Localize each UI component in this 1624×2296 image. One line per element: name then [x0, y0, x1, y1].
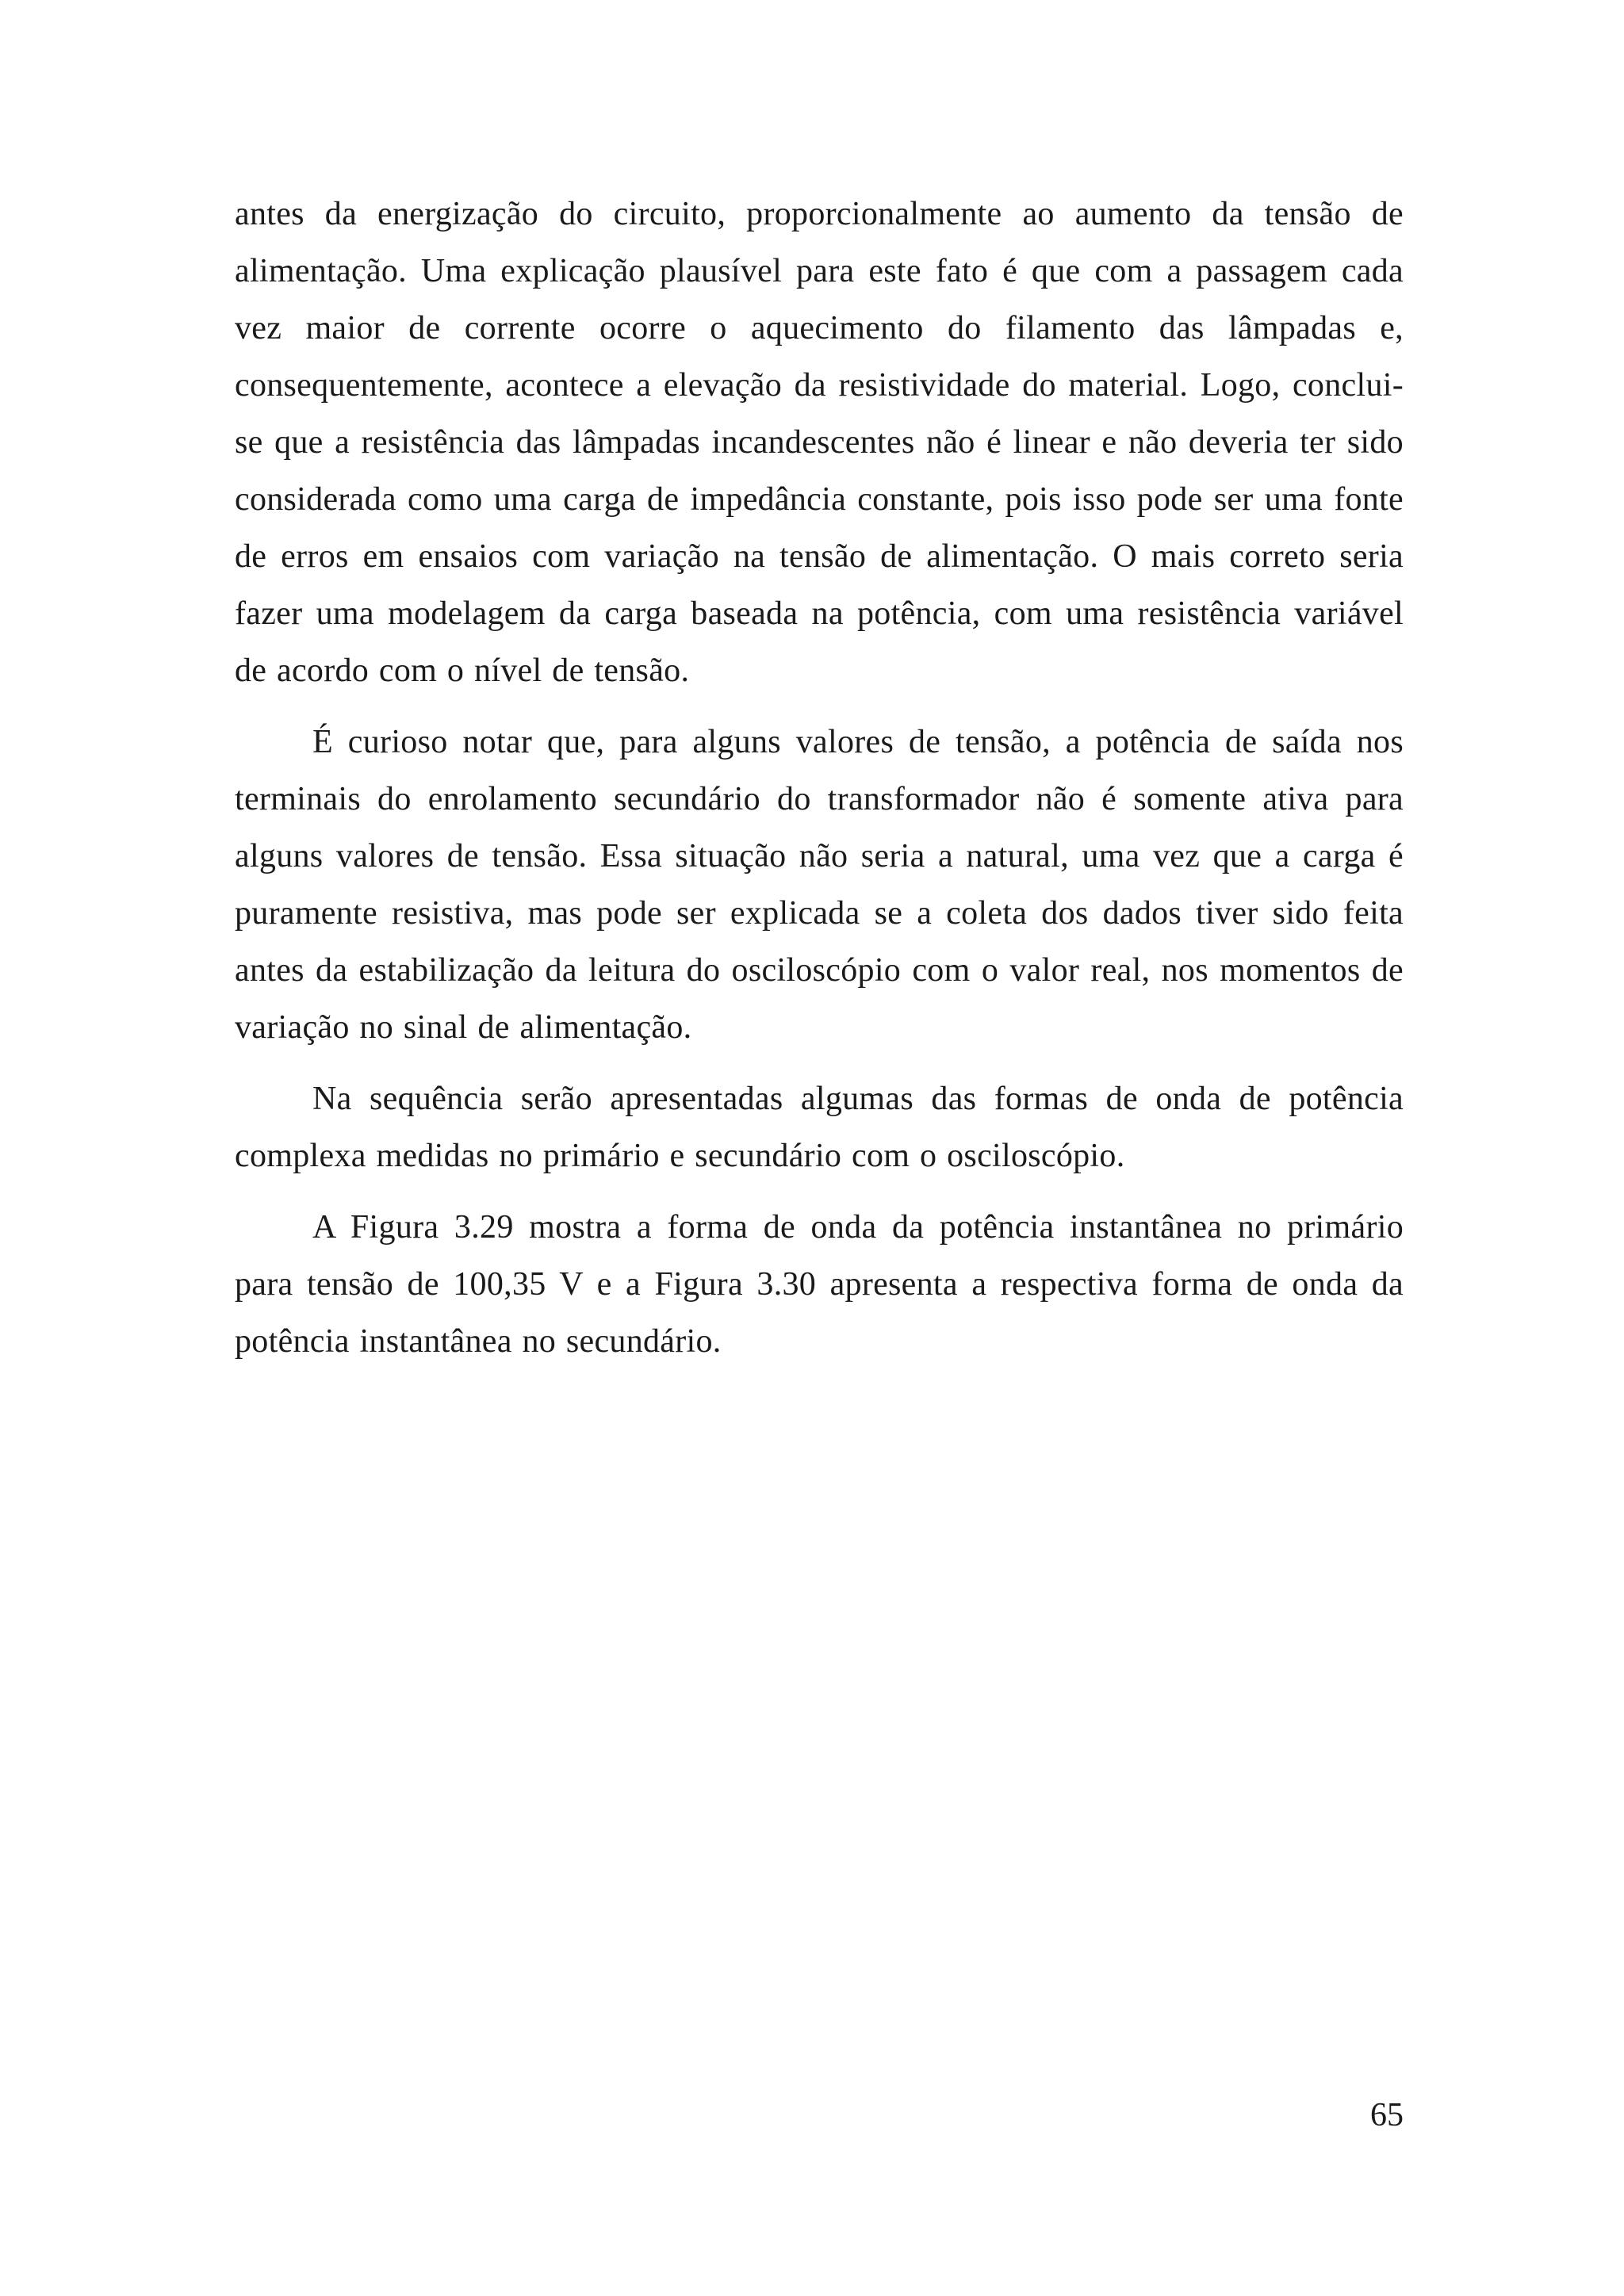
page-number: 65	[1370, 2097, 1404, 2133]
paragraph-waveforms-intro: Na sequência serão apresentadas algumas das formas de onda de potência complexa medidas no primário e secundário com o osciloscópio.	[235, 1081, 1404, 1174]
paragraph-continuation: antes da energização do circuito, proporcionalmente ao aumento da tensão de alimentação. Uma explicação plausível para este fato é que com a passagem cada vez maior de corrente ocorre o aquecimento do filamento das lâmpadas e, consequentemente, acontece a elevação da resistividade do material. Logo, conclui-se que a resistência das lâmpadas incandescentes não é linear e não deveria ter sido considerada como uma carga de impedância constante, pois isso pode ser uma fonte de erros em ensaios com variação na tensão de alimentação. O mais correto seria fazer uma modelagem da carga baseada na potência, com uma resistência variável de acordo com o nível de tensão.	[235, 196, 1404, 689]
body-text	[235, 186, 1404, 1384]
paragraph-power-output-note: É curioso notar que, para alguns valores de tensão, a potência de saída nos terminais do enrolamento secundário do transformador não é somente ativa para alguns valores de tensão. Essa situação não seria a natural, uma vez que a carga é puramente resistiva, mas pode ser explicada se a coleta dos dados tiver sido feita antes da estabilização da leitura do osciloscópio com o valor real, nos momentos de variação no sinal de alimentação.	[235, 724, 1404, 1046]
paragraph-figure-reference: A Figura 3.29 mostra a forma de onda da potência instantânea no primário para tensão de 100,35 V e a Figura 3.30 apresenta a respectiva forma de onda da potência instantânea no secundário.	[235, 1209, 1404, 1360]
